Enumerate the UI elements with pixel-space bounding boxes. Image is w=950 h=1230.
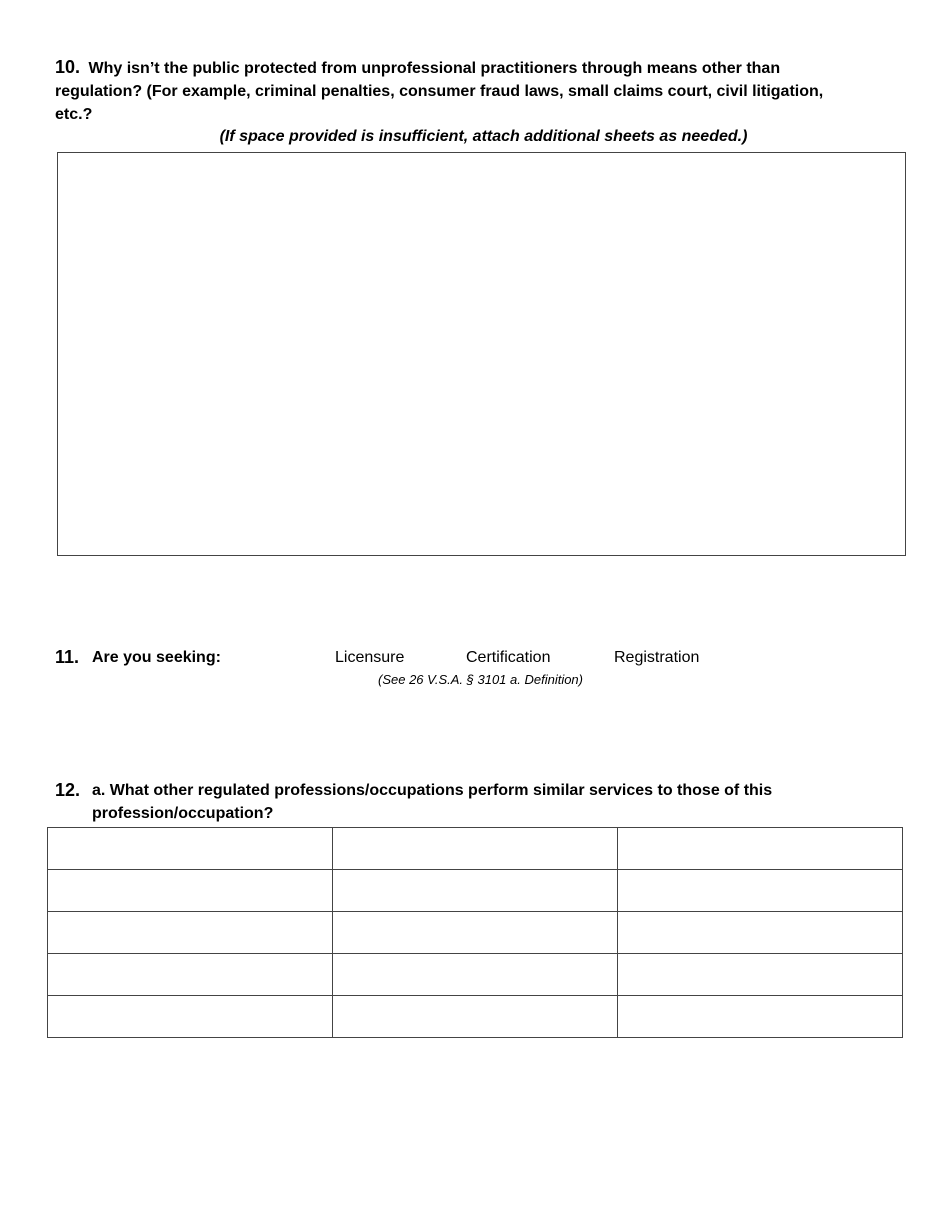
table-row: [48, 828, 903, 870]
table-cell[interactable]: [618, 912, 903, 954]
table-row: [48, 954, 903, 996]
table-row: [48, 912, 903, 954]
table-cell[interactable]: [48, 870, 333, 912]
table-cell[interactable]: [333, 828, 618, 870]
question-11-reference: (See 26 V.S.A. § 3101 a. Definition): [378, 672, 583, 687]
table-cell[interactable]: [48, 828, 333, 870]
table-cell[interactable]: [48, 954, 333, 996]
professions-table: [47, 827, 903, 1038]
question-10-answer-field[interactable]: [57, 152, 906, 556]
question-10: [55, 56, 855, 126]
table-cell[interactable]: [48, 996, 333, 1038]
question-12-number: 12.: [55, 780, 81, 800]
option-registration[interactable]: Registration: [614, 649, 700, 666]
table-cell[interactable]: [48, 912, 333, 954]
table-cell[interactable]: [618, 870, 903, 912]
table-row: [48, 996, 903, 1038]
table-cell[interactable]: [333, 870, 618, 912]
question-10-note: (If space provided is insufficient, attach additional sheets as needed.): [219, 128, 748, 145]
question-10-text: Why isn’t the public protected from unprofessional practitioners through means other than regulation? (For example, criminal penalties, consumer fraud laws, small claims court, civil litigation, etc.?: [55, 60, 824, 123]
table-row: [48, 870, 903, 912]
table-cell[interactable]: [333, 996, 618, 1038]
option-licensure[interactable]: Licensure: [335, 649, 405, 666]
question-10-number: 10.: [55, 57, 81, 77]
question-12-text: a. What other regulated professions/occupations perform similar services to those of this profession/occupation?: [92, 782, 773, 822]
table-cell[interactable]: [618, 996, 903, 1038]
table-cell[interactable]: [333, 954, 618, 996]
question-11-number: 11.: [55, 647, 80, 667]
option-certification[interactable]: Certification: [466, 649, 551, 666]
table-cell[interactable]: [618, 954, 903, 996]
question-11-label: Are you seeking:: [92, 649, 221, 666]
table-cell[interactable]: [333, 912, 618, 954]
table-cell[interactable]: [618, 828, 903, 870]
